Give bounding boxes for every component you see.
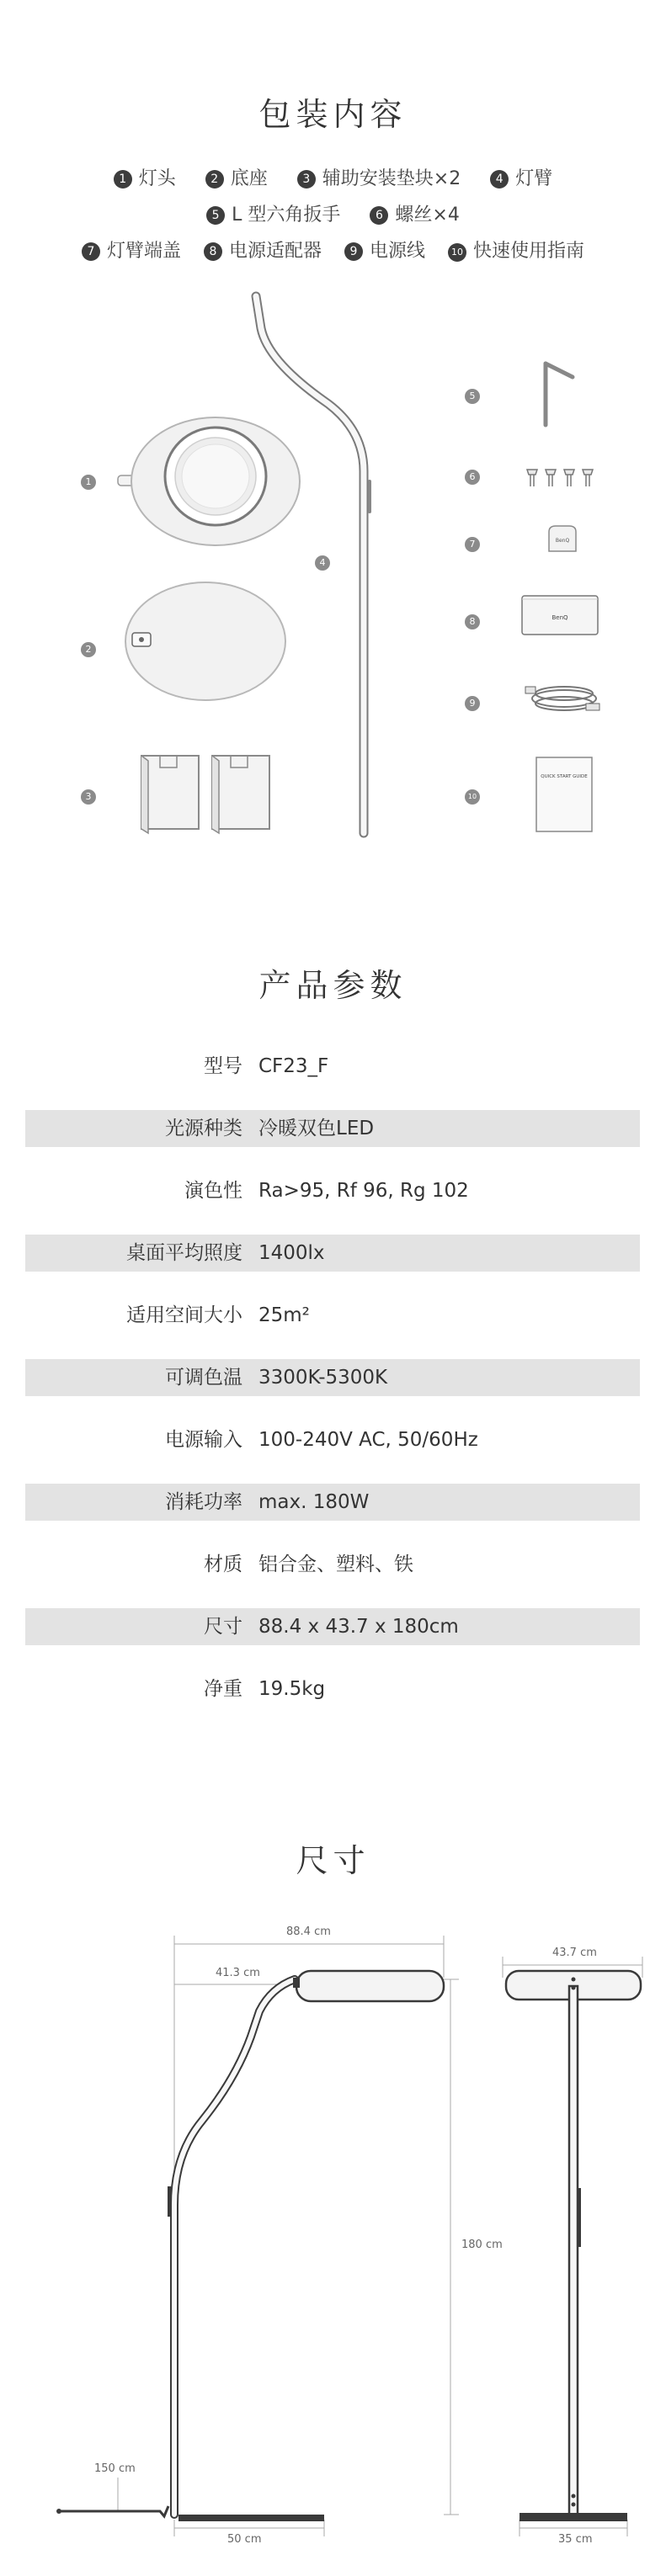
spec-value: 铝合金、塑料、铁 (258, 1554, 413, 1575)
badge-6: 6 (370, 206, 388, 225)
spec-label: 净重 (204, 1678, 242, 1700)
badge-10: 10 (448, 243, 466, 262)
spec-value: 冷暖双色LED (258, 1118, 375, 1139)
badge-7: 7 (82, 242, 100, 261)
figure-badge-5: 5 (465, 389, 480, 404)
spec-label: 材质 (204, 1554, 242, 1575)
spec-label: 消耗功率 (165, 1491, 242, 1513)
package-item-label: 电源适配器 (228, 241, 322, 262)
figure-badge-6: 6 (465, 470, 480, 485)
cap-brand: BenQ (555, 538, 570, 544)
badge-2: 2 (205, 170, 224, 189)
dimensions-title: 尺寸 (296, 1842, 370, 1879)
figure-badge-9: 9 (465, 696, 480, 711)
dim-height: 180 cm (461, 2239, 503, 2251)
spec-value: 1400lx (258, 1242, 325, 1264)
dim-base-width: 50 cm (227, 2533, 262, 2546)
spec-value: Ra>95, Rf 96, Rg 102 (258, 1180, 469, 1202)
figure-badge-4: 4 (315, 555, 330, 571)
package-item-label: 螺丝 (395, 204, 433, 226)
front-view-lamp (506, 1971, 641, 2521)
figure-badge-3: 3 (81, 789, 96, 805)
spec-label: 型号 (204, 1055, 242, 1077)
package-item-label: 灯头 (138, 168, 176, 189)
spec-label: 尺寸 (204, 1616, 242, 1638)
badge-9: 9 (344, 242, 363, 261)
badge-8: 8 (204, 242, 222, 261)
package-title: 包装内容 (258, 96, 408, 133)
adapter-brand: BenQ (551, 614, 568, 621)
spec-value: 100-240V AC, 50/60Hz (258, 1429, 478, 1451)
package-item-label: 灯臂 (515, 168, 553, 189)
figure-badge-10: 10 (465, 789, 480, 805)
spec-label: 可调色温 (165, 1367, 242, 1389)
dim-arm-reach: 41.3 cm (216, 1967, 260, 1979)
spec-value: 19.5kg (258, 1678, 326, 1700)
spec-label: 桌面平均照度 (126, 1242, 242, 1264)
specs-title: 产品参数 (258, 967, 408, 1004)
package-item-qty: ×4 (432, 204, 460, 226)
spec-value: max. 180W (258, 1491, 370, 1513)
spec-label: 电源输入 (165, 1429, 242, 1451)
package-item-label: 快速使用指南 (473, 241, 585, 262)
package-item-label: 灯臂端盖 (106, 241, 181, 262)
figure-badge-7: 7 (465, 537, 480, 552)
spec-value: 3300K-5300K (258, 1367, 388, 1389)
spec-label: 光源种类 (165, 1118, 242, 1139)
badge-3: 3 (297, 170, 316, 189)
package-item-label: L 型六角扳手 (232, 204, 341, 226)
spec-value: 25m² (258, 1304, 310, 1326)
badge-4: 4 (490, 170, 509, 189)
figure-badge-8: 8 (465, 614, 480, 629)
package-item-label: 电源线 (370, 241, 426, 262)
guide-text: QUICK START GUIDE (541, 774, 588, 779)
spec-value: CF23_F (258, 1055, 329, 1077)
side-view-lamp (56, 1971, 444, 2521)
dim-cord-length: 150 cm (94, 2462, 136, 2475)
package-item-label: 底座 (230, 168, 268, 189)
dim-head-depth: 43.7 cm (552, 1947, 597, 1959)
badge-1: 1 (114, 170, 132, 189)
figure-badge-1: 1 (81, 475, 96, 490)
badge-5: 5 (206, 206, 225, 225)
spec-label: 适用空间大小 (126, 1304, 242, 1326)
package-item-qty: ×2 (433, 168, 461, 189)
package-item-label: 辅助安装垫块 (322, 168, 434, 189)
dim-total-width: 88.4 cm (286, 1925, 331, 1938)
figure-badge-2: 2 (81, 642, 96, 657)
spec-value: 88.4 x 43.7 x 180cm (258, 1616, 459, 1638)
spec-label: 演色性 (184, 1180, 242, 1202)
dim-base-depth: 35 cm (558, 2533, 593, 2546)
